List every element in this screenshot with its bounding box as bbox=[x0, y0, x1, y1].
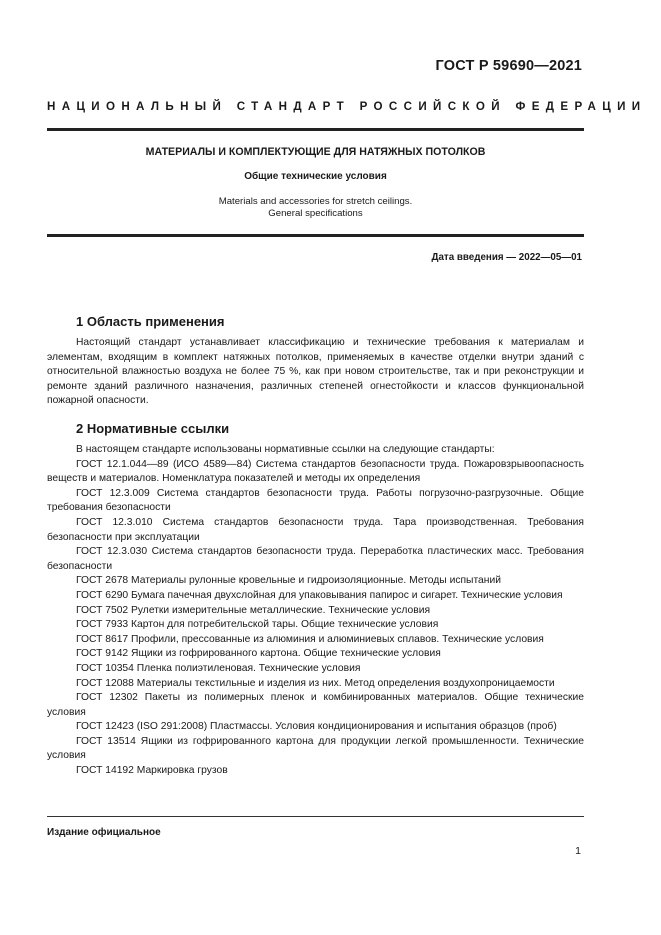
top-divider bbox=[47, 128, 584, 131]
title-divider bbox=[47, 234, 584, 237]
reference-item: ГОСТ 12.3.030 Система стандартов безопасности труда. Переработка пластических масс. Требования безопасности bbox=[47, 546, 584, 572]
reference-item: ГОСТ 12423 (ISO 291:2008) Пластмассы. Условия кондиционирования и испытания образцов (проб) bbox=[76, 721, 557, 733]
introduction-date: Дата введения — 2022—05—01 bbox=[431, 252, 582, 263]
reference-item: ГОСТ 12.3.009 Система стандартов безопасности труда. Работы погрузочно-разгрузочные. Общие требования безопасности bbox=[47, 487, 584, 514]
reference-item: ГОСТ 10354 Пленка полиэтиленовая. Технические условия bbox=[76, 662, 361, 674]
section-2-heading: 2 Нормативные ссылки bbox=[76, 421, 230, 436]
section-1-heading: 1 Область применения bbox=[76, 314, 225, 329]
reference-item: ГОСТ 9142 Ящики из гофрированного картона. Общие технические условия bbox=[76, 648, 441, 660]
document-subtitle: Общие технические условия bbox=[244, 171, 387, 182]
reference-item: ГОСТ 6290 Бумага пачечная двухслойная для упаковывания папирос и сигарет. Технические условия bbox=[76, 589, 563, 601]
reference-item: ГОСТ 12088 Материалы текстильные и изделия из них. Метод определения воздухопроницаемости bbox=[76, 677, 555, 689]
footer-divider bbox=[47, 816, 584, 817]
reference-item: ГОСТ 14192 Маркировка грузов bbox=[76, 765, 228, 777]
reference-item: ГОСТ 7933 Картон для потребительской тары. Общие технические условия bbox=[76, 619, 439, 631]
english-title bbox=[47, 196, 584, 220]
section-2-body bbox=[47, 443, 584, 779]
document-title: МАТЕРИАЛЫ И КОМПЛЕКТУЮЩИЕ ДЛЯ НАТЯЖНЫХ ПОТОЛКОВ bbox=[145, 146, 486, 158]
section-1-body bbox=[47, 336, 584, 409]
reference-item: ГОСТ 12.1.044—89 (ИСО 4589—84) Система стандартов безопасности труда. Пожаровзрывоопасность веществ и материалов. Номенклатура показателей и методы их определения bbox=[47, 458, 584, 485]
section-2-intro: В настоящем стандарте использованы нормативные ссылки на следующие стандарты: bbox=[76, 444, 495, 455]
reference-item: ГОСТ 12.3.010 Система стандартов безопасности труда. Тара производственная. Требования безопасности при эксплуатации bbox=[47, 516, 584, 543]
reference-item: ГОСТ 13514 Ящики из гофрированного картона для продукции легкой промышленности. Технические условия bbox=[47, 735, 584, 762]
reference-item: ГОСТ 8617 Профили, прессованные из алюминия и алюминиевых сплавов. Технические условия bbox=[76, 633, 544, 645]
reference-item: ГОСТ 2678 Материалы рулонные кровельные и гидроизоляционные. Методы испытаний bbox=[76, 575, 501, 587]
reference-item: ГОСТ 12302 Пакеты из полимерных пленок и комбинированных материалов. Общие технические условия bbox=[47, 692, 584, 718]
reference-item: ГОСТ 7502 Рулетки измерительные металлические. Технические условия bbox=[76, 604, 431, 616]
document-code: ГОСТ Р 59690—2021 bbox=[435, 58, 582, 74]
english-title-line-1: Materials and accessories for stretch ceilings. bbox=[218, 196, 413, 207]
english-title-line-2: General specifications bbox=[268, 208, 363, 219]
page-number: 1 bbox=[575, 845, 581, 857]
section-1-paragraph: Настоящий стандарт устанавливает классификацию и технические требования к материалам и элементам, входящим в комплект натяжных потолков, применяемых в качестве отделки внутри зданий с относительной влажностью воздуха не более 75 %, как при новом строительстве, так и при реконструкции и ремонте зданий различного назначения, различных степеней огнестойкости и классов функциональной пожарной опасности. bbox=[47, 337, 584, 407]
national-standard-banner: НАЦИОНАЛЬНЫЙ СТАНДАРТ РОССИЙСКОЙ ФЕДЕРАЦИИ bbox=[47, 100, 647, 113]
official-edition-label: Издание официальное bbox=[47, 827, 161, 838]
